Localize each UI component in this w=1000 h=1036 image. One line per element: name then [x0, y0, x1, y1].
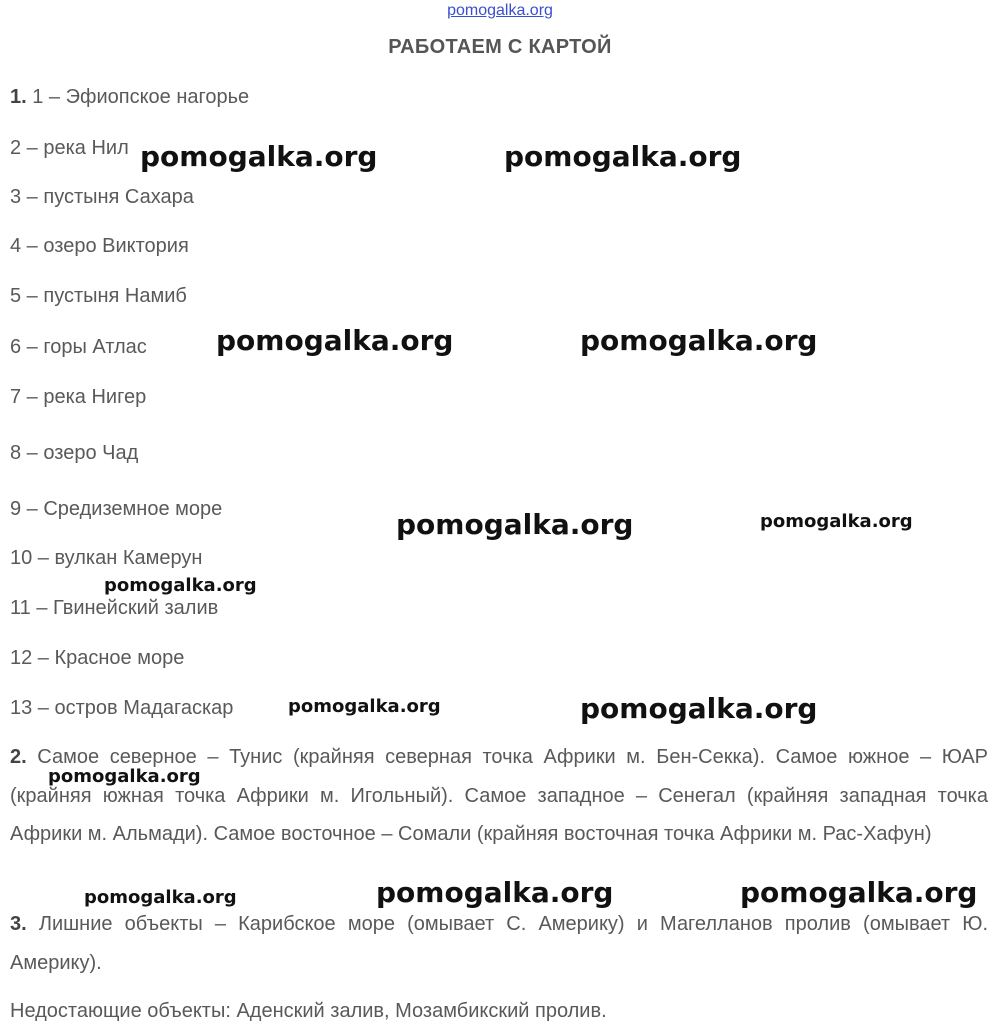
- list-item: [10, 86, 249, 109]
- list-item: 6 – горы Атлас: [10, 336, 147, 358]
- list-item: 13 – остров Мадагаскар: [10, 697, 234, 719]
- watermark: pomogalka.org: [760, 511, 913, 532]
- task2-text: Самое северное – Тунис (крайняя северная точка Африки м. Бен-Секка). Самое южное – ЮАР (крайняя южная точка Африки м. Игольный). Самое западное – Сенегал (крайняя западная точка Африки м. Альмади). Самое восточное – Сомали (крайняя восточная точка Африки м. Рас-Хафун): [10, 746, 988, 845]
- task-number: 3.: [10, 913, 27, 935]
- watermark: pomogalka.org: [140, 140, 378, 173]
- task-number: 1.: [10, 86, 27, 108]
- list-item: 8 – озеро Чад: [10, 442, 139, 464]
- watermark: pomogalka.org: [740, 876, 978, 909]
- watermark: pomogalka.org: [84, 887, 237, 908]
- list-item: 9 – Средиземное море: [10, 498, 223, 520]
- task3-text: Лишние объекты – Карибское море (омывает С. Америку) и Магелланов пролив (омывает Ю. Америку).: [10, 913, 988, 974]
- list-item: 7 – река Нигер: [10, 386, 147, 408]
- list-item-text: 1 – Эфиопское нагорье: [32, 86, 250, 108]
- list-item: 3 – пустыня Сахара: [10, 186, 194, 208]
- watermark: pomogalka.org: [580, 324, 818, 357]
- watermark: pomogalka.org: [396, 508, 634, 541]
- list-item: 4 – озеро Виктория: [10, 235, 189, 257]
- page-title: РАБОТАЕМ С КАРТОЙ: [388, 36, 612, 58]
- watermark: pomogalka.org: [376, 876, 614, 909]
- watermark: pomogalka.org: [216, 324, 454, 357]
- watermark: pomogalka.org: [104, 575, 257, 596]
- watermark: pomogalka.org: [580, 692, 818, 725]
- site-link[interactable]: pomogalka.org: [447, 2, 553, 19]
- list-item: 12 – Красное море: [10, 647, 185, 669]
- watermark: pomogalka.org: [288, 696, 441, 717]
- list-item: 2 – река Нил: [10, 137, 129, 159]
- watermark: pomogalka.org: [48, 766, 201, 787]
- list-item: 5 – пустыня Намиб: [10, 285, 187, 307]
- watermark: pomogalka.org: [504, 140, 742, 173]
- task3-paragraph: [10, 905, 988, 982]
- list-item: 11 – Гвинейский залив: [10, 597, 219, 619]
- task2-paragraph: [10, 738, 988, 854]
- task-number: 2.: [10, 746, 27, 768]
- list-item: 10 – вулкан Камерун: [10, 547, 203, 569]
- missing-objects-text: Недостающие объекты: Аденский залив, Мозамбикский пролив.: [10, 1000, 607, 1022]
